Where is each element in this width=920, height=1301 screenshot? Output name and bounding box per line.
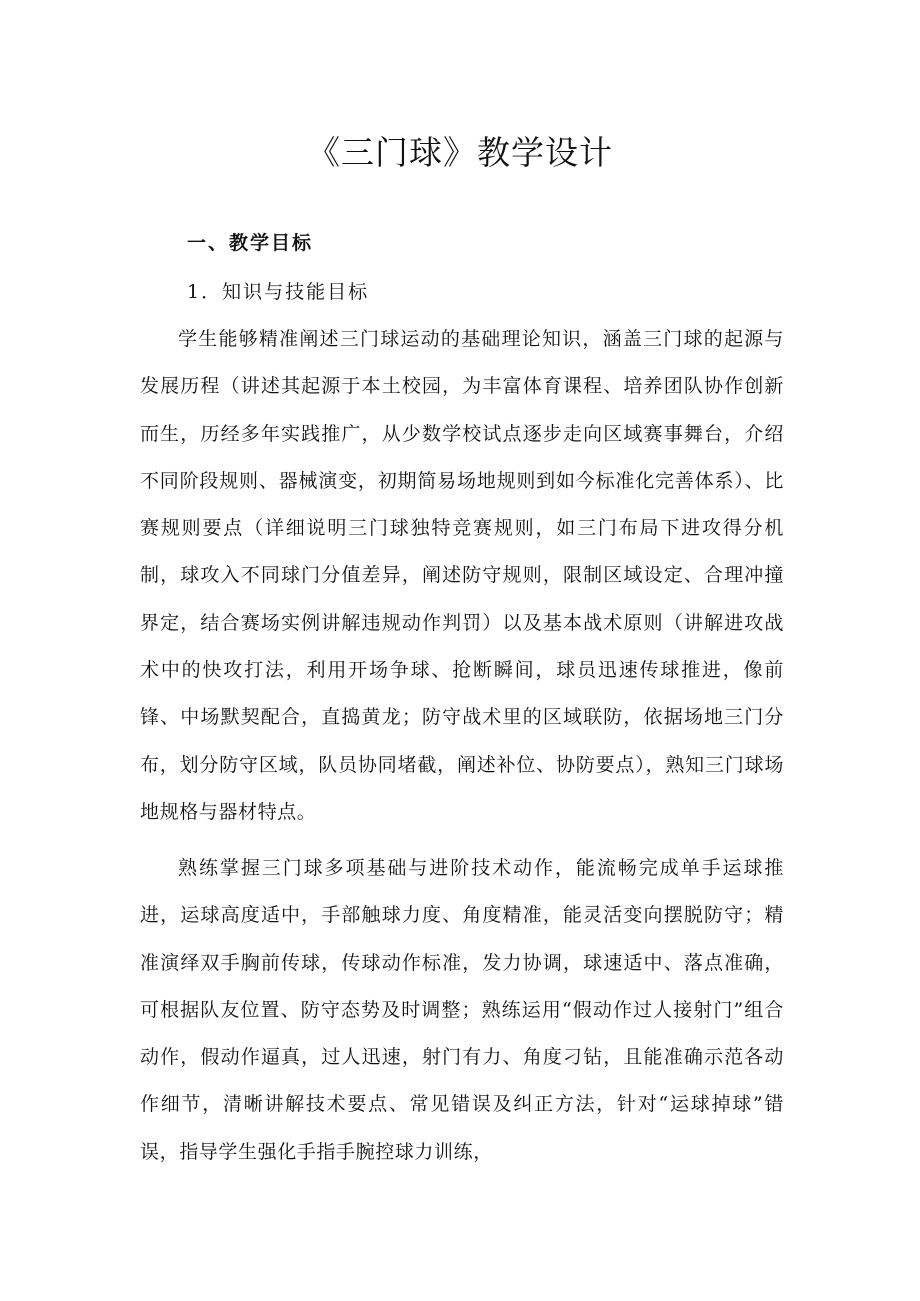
subsection-heading: 1．知识与技能目标: [187, 281, 370, 303]
document-title: 《三门球》教学设计: [307, 133, 613, 172]
section-heading: 一、教学目标: [187, 232, 314, 254]
paragraph-theory: 学生能够精准阐述三门球运动的基础理论知识，涵盖三门球的起源与发展历程（讲述其起源于本土校园，为丰富体育课程、培养团队协作创新而生，历经多年实践推广，从少数学校试点逐步走向区域赛事舞台，介绍不同阶段规则、器械演变，初期简易场地规则到如今标准化完善体系）、比赛规则要点（详细说明三门球独特竞赛规则，如三门布局下进攻得分机制，球攻入不同球门分值差异，阐述防守规则，限制区域设定、合理冲撞界定，结合赛场实例讲解违规动作判罚）以及基本战术原则（讲解进攻战术中的快攻打法，利用开场争球、抢断瞬间，球员迅速传球推进，像前锋、中场默契配合，直捣黄龙；防守战术里的区域联防，依据场地三门分布，划分防守区域，队员协同堵截，阐述补位、协防要点），熟知三门球场地规格与器材特点。: [140, 328, 784, 823]
paragraph-skills: 熟练掌握三门球多项基础与进阶技术动作，能流畅完成单手运球推进，运球高度适中，手部触球力度、角度精准，能灵活变向摆脱防守；精准演绎双手胸前传球，传球动作标准，发力协调，球速适中、落点准确，可根据队友位置、防守态势及时调整；熟练运用“假动作过人接射门”组合动作，假动作逼真，过人迅速，射门有力、角度刁钻，且能准确示范各动作细节，清晰讲解技术要点、常见错误及纠正方法，针对“运球掉球”错误，指导学生强化手指手腕控球力训练，: [140, 857, 784, 1163]
